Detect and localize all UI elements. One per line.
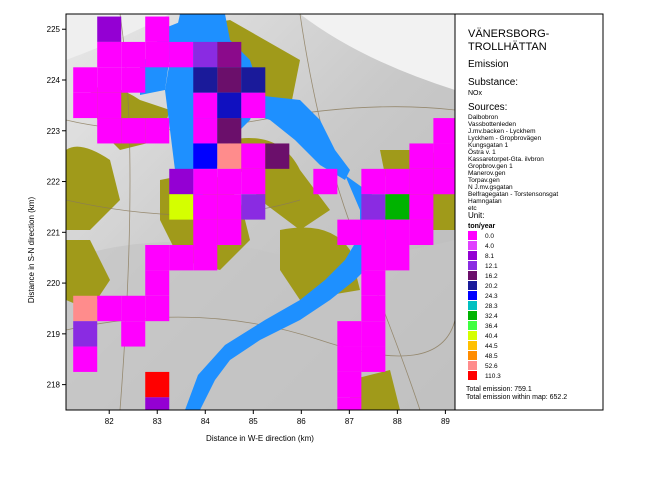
emission-cell: [73, 93, 97, 118]
emission-cell: [145, 118, 169, 143]
legend-source-item: Östra v. 1: [468, 149, 496, 156]
emission-cell: [217, 93, 241, 118]
emission-cell: [97, 93, 121, 118]
y-tick-label: 223: [46, 126, 60, 136]
emission-cell: [241, 67, 265, 92]
emission-cell: [121, 321, 145, 346]
emission-cell: [433, 143, 457, 168]
legend-swatch: [468, 281, 477, 290]
x-axis-title: Distance in W-E direction (km): [206, 434, 314, 443]
emission-cell: [361, 220, 385, 245]
emission-cell: [121, 42, 145, 67]
legend-total-within-map: Total emission within map: 652.2: [466, 394, 568, 401]
y-axis-title: Distance in S-N direction (km): [27, 196, 36, 304]
legend-swatch-value: 8.1: [485, 253, 495, 260]
emission-cell: [193, 169, 217, 194]
x-tick-label: 83: [152, 417, 162, 426]
emission-cell: [361, 321, 385, 346]
emission-cell: [121, 118, 145, 143]
emission-cell: [241, 93, 265, 118]
x-tick-label: 87: [344, 417, 354, 426]
emission-cell: [73, 67, 97, 92]
legend-swatch-value: 48.5: [485, 353, 498, 360]
emission-cell: [97, 67, 121, 92]
x-tick-label: 86: [296, 417, 306, 426]
legend-swatch-value: 52.6: [485, 363, 498, 370]
legend-source-item: Kassaretorpet-Gta. ilvbron: [468, 156, 544, 163]
legend-swatch-value: 44.5: [485, 343, 498, 350]
emission-cell: [433, 118, 457, 143]
x-axis-ticks: [105, 410, 451, 426]
legend-swatch-value: 16.2: [485, 273, 498, 280]
legend-swatch: [468, 291, 477, 300]
x-tick-label: 89: [440, 417, 450, 426]
legend-title-line1: VÄNERSBORG-: [468, 28, 550, 40]
x-tick-label: 84: [200, 417, 210, 426]
emission-cell: [145, 296, 169, 321]
y-axis-ticks: [47, 25, 66, 389]
emission-cell: [193, 143, 217, 168]
y-tick-label: 224: [46, 76, 60, 85]
legend-source-item: Belfragegatan - Torstensonsgat: [468, 191, 559, 198]
emission-cell: [73, 321, 97, 346]
legend-source-item: Vassbottenleden: [468, 121, 516, 128]
emission-cell: [217, 220, 241, 245]
y-tick-label: 225: [46, 25, 60, 35]
emission-cell: [409, 169, 433, 194]
emission-cell: [313, 169, 337, 194]
legend-unit-value: ton/year: [468, 223, 496, 230]
emission-cell: [409, 194, 433, 219]
emission-cell: [241, 143, 265, 168]
emission-cell: [217, 118, 241, 143]
emission-cell: [337, 372, 361, 397]
emission-cell: [193, 42, 217, 67]
emission-cell: [385, 220, 409, 245]
legend-swatch: [468, 301, 477, 310]
emission-cell: [193, 93, 217, 118]
legend-substance-label: Substance:: [468, 77, 519, 88]
emission-cell: [361, 194, 385, 219]
emission-cell: [73, 347, 97, 372]
y-tick-label: 221: [46, 228, 60, 238]
legend-swatch-value: 0.0: [485, 233, 495, 240]
legend-source-item: Gropbrov.gen 1: [468, 163, 513, 170]
emission-cell: [241, 194, 265, 219]
emission-cell: [97, 296, 121, 321]
emission-cell: [169, 245, 193, 270]
legend-total-emission: Total emission: 759.1: [466, 386, 532, 393]
legend-swatch-value: 40.4: [485, 333, 498, 340]
legend-swatch: [468, 271, 477, 280]
legend-source-item: etc: [468, 205, 477, 212]
legend-source-item: Dalbobron: [468, 114, 498, 121]
emission-cell: [217, 42, 241, 67]
legend-swatch: [468, 361, 477, 370]
emission-cell: [241, 169, 265, 194]
legend-swatch-value: 4.0: [485, 243, 495, 250]
legend-swatch: [468, 261, 477, 270]
legend-substance-value: NOx: [468, 90, 482, 97]
emission-cell: [169, 194, 193, 219]
emission-cell: [73, 296, 97, 321]
emission-cell: [121, 67, 145, 92]
map-plot-area: [66, 14, 457, 423]
x-tick-label: 88: [392, 417, 402, 426]
emission-cell: [193, 67, 217, 92]
emission-cell: [193, 194, 217, 219]
emission-cell: [361, 169, 385, 194]
legend-swatch-value: 24.3: [485, 293, 498, 300]
legend-swatch: [468, 311, 477, 320]
legend-swatch: [468, 241, 477, 250]
emission-cell: [409, 220, 433, 245]
emission-cell: [361, 270, 385, 295]
emission-cell: [385, 169, 409, 194]
legend-swatch: [468, 341, 477, 350]
legend-unit-label: Unit:: [468, 211, 485, 220]
emission-cell: [97, 17, 121, 42]
emission-cell: [361, 296, 385, 321]
emission-cell: [409, 143, 433, 168]
emission-cell: [217, 143, 241, 168]
x-tick-label: 82: [104, 417, 114, 426]
emission-cell: [193, 118, 217, 143]
emission-cell: [193, 245, 217, 270]
emission-cell: [433, 169, 457, 194]
legend-source-item: Kungsgatan 1: [468, 142, 509, 149]
legend-swatch-value: 32.4: [485, 313, 498, 320]
legend-source-item: Manerov.gen: [468, 170, 506, 177]
y-tick-label: 220: [46, 279, 60, 289]
emission-cell: [145, 17, 169, 42]
legend-panel: [455, 14, 603, 410]
y-tick-label: 218: [46, 380, 60, 390]
emission-cell: [169, 42, 193, 67]
legend-source-item: J.mv.backen - Lyckhem: [468, 128, 536, 135]
x-tick-label: 85: [248, 417, 258, 426]
emission-cell: [385, 245, 409, 270]
legend-swatch: [468, 371, 477, 380]
legend-source-item: Lyckhem - Gropbrovägen: [468, 135, 542, 142]
legend-title-line2: TROLLHÄTTAN: [468, 41, 547, 53]
emission-cell: [337, 220, 361, 245]
emission-cell: [169, 169, 193, 194]
emission-cell: [121, 296, 145, 321]
emission-cell: [217, 67, 241, 92]
legend-sources-label: Sources:: [468, 102, 508, 113]
emission-cell: [193, 220, 217, 245]
emission-cell: [97, 118, 121, 143]
emission-cell: [361, 347, 385, 372]
emission-cell: [265, 143, 289, 168]
legend-emission-label: Emission: [468, 59, 509, 70]
emission-cell: [145, 372, 169, 397]
legend-source-item: N J.mv.gsgatan: [468, 184, 513, 191]
emission-cell: [145, 42, 169, 67]
legend-swatch-value: 20.2: [485, 283, 498, 290]
emission-cell: [361, 245, 385, 270]
legend-swatch: [468, 251, 477, 260]
legend-swatch-value: 36.4: [485, 323, 498, 330]
legend-swatch: [468, 321, 477, 330]
legend-source-item: Hamngatan: [468, 198, 502, 205]
y-tick-label: 222: [46, 177, 60, 187]
emission-cell: [217, 169, 241, 194]
legend-swatch: [468, 351, 477, 360]
emission-cell: [385, 194, 409, 219]
y-tick-label: 219: [46, 329, 60, 339]
emission-cell: [337, 347, 361, 372]
legend-swatch-value: 110.3: [485, 373, 501, 380]
emission-cell: [337, 321, 361, 346]
legend-source-item: Torpav.gen: [468, 177, 500, 184]
emission-cell: [145, 270, 169, 295]
emission-cell: [217, 194, 241, 219]
legend-swatch: [468, 231, 477, 240]
legend-swatch: [468, 331, 477, 340]
legend-swatch-value: 28.3: [485, 303, 498, 310]
emission-cell: [97, 42, 121, 67]
emission-cell: [145, 245, 169, 270]
legend-swatch-value: 12.1: [485, 263, 498, 270]
